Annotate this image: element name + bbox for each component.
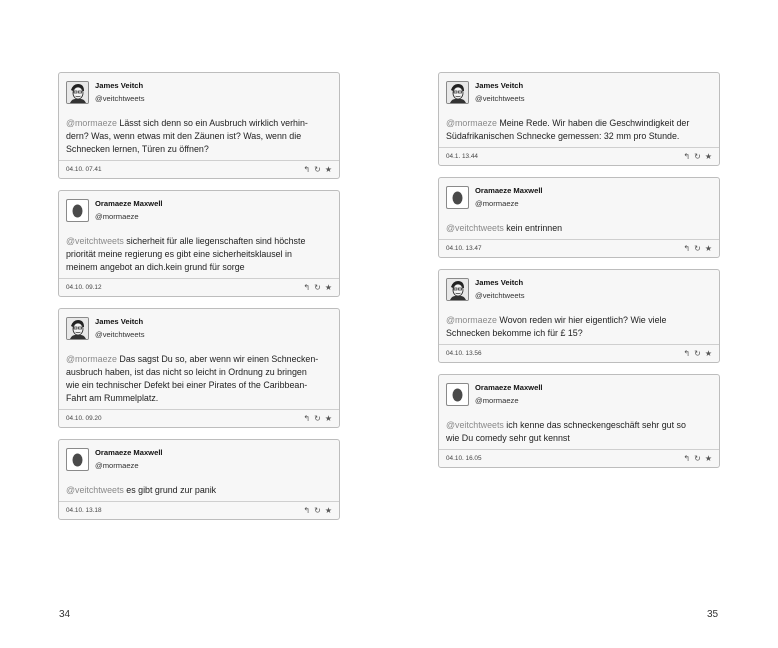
- tweet-column: [438, 72, 720, 479]
- author-name[interactable]: Oramaeze Maxwell: [95, 199, 163, 208]
- reply-icon[interactable]: ↰: [683, 453, 691, 463]
- reply-icon[interactable]: ↰: [303, 164, 311, 174]
- reply-icon[interactable]: ↰: [683, 243, 691, 253]
- mention-link[interactable]: @mormaeze: [66, 118, 117, 128]
- portrait-avatar[interactable]: [446, 278, 469, 301]
- retweet-icon[interactable]: ↻: [314, 413, 321, 423]
- tweet-header: [439, 375, 719, 416]
- author-block: [475, 80, 525, 105]
- page-number: 35: [707, 609, 719, 620]
- portrait-avatar[interactable]: [66, 317, 89, 340]
- tweet-card: [438, 269, 720, 363]
- star-icon[interactable]: ★: [704, 453, 712, 463]
- tweet-card: [58, 439, 340, 520]
- author-handle[interactable]: @mormaeze: [95, 461, 139, 470]
- author-block: [95, 80, 145, 105]
- author-block: [95, 447, 163, 472]
- author-handle[interactable]: @veitchtweets: [95, 94, 145, 103]
- tweet-header: [59, 73, 339, 114]
- tweet-footer: [59, 409, 339, 427]
- tweet-message: kein entrinnen: [503, 223, 563, 233]
- timestamp: 04.10. 13.56: [446, 350, 482, 357]
- tweet-message: Wovon reden wir hier eigentlich? Wie viele Schnecken bekomme ich für £ 15?: [446, 315, 667, 338]
- reply-icon[interactable]: ↰: [303, 505, 311, 515]
- tweet-text: [439, 219, 719, 239]
- star-icon[interactable]: ★: [324, 413, 332, 423]
- tweet-actions: [683, 153, 712, 161]
- mention-link[interactable]: @veitchtweets: [66, 236, 124, 246]
- tweet-footer: [439, 147, 719, 165]
- retweet-icon[interactable]: ↻: [694, 453, 701, 463]
- timestamp: 04.10. 13.18: [66, 507, 102, 514]
- timestamp: 04.10. 09.20: [66, 415, 102, 422]
- tweet-message: Das sagst Du so, aber wenn wir einen Schnecken- ausbruch haben, ist das nicht so leicht in Ordnung zu bringen wie ein technischer Defekt bei einer Pirates of the Caribbean- Fahrt am Rummelplatz.: [66, 354, 319, 403]
- tweet-message: Meine Rede. Wir haben die Geschwindigkeit der Südafrikanischen Schnecke gemessen: 32 mm pro Stunde.: [446, 118, 690, 141]
- tweet-header: [439, 73, 719, 114]
- mention-link[interactable]: @veitchtweets: [446, 223, 504, 233]
- tweet-footer: [439, 449, 719, 467]
- reply-icon[interactable]: ↰: [303, 413, 311, 423]
- tweet-card: [438, 374, 720, 468]
- timestamp: 04.10. 07.41: [66, 166, 102, 173]
- author-block: [475, 185, 543, 210]
- portrait-avatar[interactable]: [446, 81, 469, 104]
- egg-avatar[interactable]: [446, 186, 469, 209]
- retweet-icon[interactable]: ↻: [694, 348, 701, 358]
- tweet-message: ich kenne das schneckengeschäft sehr gut so wie Du comedy sehr gut kennst: [446, 420, 686, 443]
- timestamp: 04.10. 13.47: [446, 245, 482, 252]
- timestamp: 04.10. 16.05: [446, 455, 482, 462]
- tweet-text: [59, 114, 339, 160]
- tweet-actions: [303, 284, 332, 292]
- portrait-avatar[interactable]: [66, 81, 89, 104]
- mention-link[interactable]: @veitchtweets: [66, 485, 124, 495]
- tweet-header: [59, 440, 339, 481]
- author-handle[interactable]: @mormaeze: [475, 396, 519, 405]
- mention-link[interactable]: @mormaeze: [66, 354, 117, 364]
- tweet-header: [439, 270, 719, 311]
- tweet-footer: [439, 344, 719, 362]
- author-name[interactable]: James Veitch: [475, 81, 524, 90]
- tweet-actions: [303, 166, 332, 174]
- star-icon[interactable]: ★: [324, 164, 332, 174]
- tweet-actions: [683, 455, 712, 463]
- author-handle[interactable]: @veitchtweets: [475, 291, 525, 300]
- tweet-message: sicherheit für alle liegenschaften sind höchste priorität meine regierung es gibt eine sicherheitsklausel in meinem angebot an dich.kein grund für sorge: [66, 236, 306, 272]
- tweet-card: [58, 308, 340, 428]
- tweet-card: [58, 72, 340, 179]
- retweet-icon[interactable]: ↻: [314, 164, 321, 174]
- star-icon[interactable]: ★: [704, 348, 712, 358]
- tweet-footer: [439, 239, 719, 257]
- tweet-text: [439, 311, 719, 344]
- tweet-footer: [59, 160, 339, 178]
- tweet-text: [59, 232, 339, 278]
- retweet-icon[interactable]: ↻: [314, 505, 321, 515]
- tweet-actions: [683, 350, 712, 358]
- retweet-icon[interactable]: ↻: [694, 151, 701, 161]
- author-name[interactable]: James Veitch: [95, 317, 144, 326]
- author-name[interactable]: Oramaeze Maxwell: [475, 383, 543, 392]
- star-icon[interactable]: ★: [324, 282, 332, 292]
- mention-link[interactable]: @mormaeze: [446, 118, 497, 128]
- tweet-card: [438, 72, 720, 166]
- author-handle[interactable]: @mormaeze: [475, 199, 519, 208]
- author-name[interactable]: Oramaeze Maxwell: [475, 186, 543, 195]
- tweet-header: [439, 178, 719, 219]
- tweet-actions: [303, 415, 332, 423]
- author-name[interactable]: Oramaeze Maxwell: [95, 448, 163, 457]
- tweet-text: [59, 481, 339, 501]
- retweet-icon[interactable]: ↻: [694, 243, 701, 253]
- tweet-header: [59, 309, 339, 350]
- retweet-icon[interactable]: ↻: [314, 282, 321, 292]
- timestamp: 04.10. 09.12: [66, 284, 102, 291]
- reply-icon[interactable]: ↰: [303, 282, 311, 292]
- star-icon[interactable]: ★: [704, 243, 712, 253]
- author-handle[interactable]: @mormaeze: [95, 212, 139, 221]
- author-block: [95, 316, 145, 341]
- tweet-footer: [59, 278, 339, 296]
- tweet-card: [438, 177, 720, 258]
- tweet-card: [58, 190, 340, 297]
- author-name[interactable]: James Veitch: [475, 278, 524, 287]
- tweet-header: [59, 191, 339, 232]
- tweet-message: es gibt grund zur panik: [123, 485, 217, 495]
- author-block: [95, 198, 163, 223]
- tweet-actions: [683, 245, 712, 253]
- tweet-text: [59, 350, 339, 409]
- mention-link[interactable]: @mormaeze: [446, 315, 497, 325]
- tweet-column: [58, 72, 340, 531]
- tweet-text: [439, 416, 719, 449]
- author-name[interactable]: James Veitch: [95, 81, 144, 90]
- author-handle[interactable]: @veitchtweets: [475, 94, 525, 103]
- page-number: 34: [59, 609, 71, 620]
- right-page: [389, 0, 778, 648]
- author-block: [475, 382, 543, 407]
- tweet-text: [439, 114, 719, 147]
- egg-avatar[interactable]: [446, 383, 469, 406]
- tweet-footer: [59, 501, 339, 519]
- reply-icon[interactable]: ↰: [683, 151, 691, 161]
- egg-avatar[interactable]: [66, 199, 89, 222]
- star-icon[interactable]: ★: [704, 151, 712, 161]
- egg-avatar[interactable]: [66, 448, 89, 471]
- mention-link[interactable]: @veitchtweets: [446, 420, 504, 430]
- author-block: [475, 277, 525, 302]
- author-handle[interactable]: @veitchtweets: [95, 330, 145, 339]
- timestamp: 04.1. 13.44: [446, 153, 478, 160]
- reply-icon[interactable]: ↰: [683, 348, 691, 358]
- star-icon[interactable]: ★: [324, 505, 332, 515]
- tweet-message: Lässt sich denn so ein Ausbruch wirklich verhin- dern? Was, wenn etwas mit den Zäunen ist? Was, wenn die Schnecken lernen, Türen zu öffnen?: [66, 118, 308, 154]
- tweet-actions: [303, 507, 332, 515]
